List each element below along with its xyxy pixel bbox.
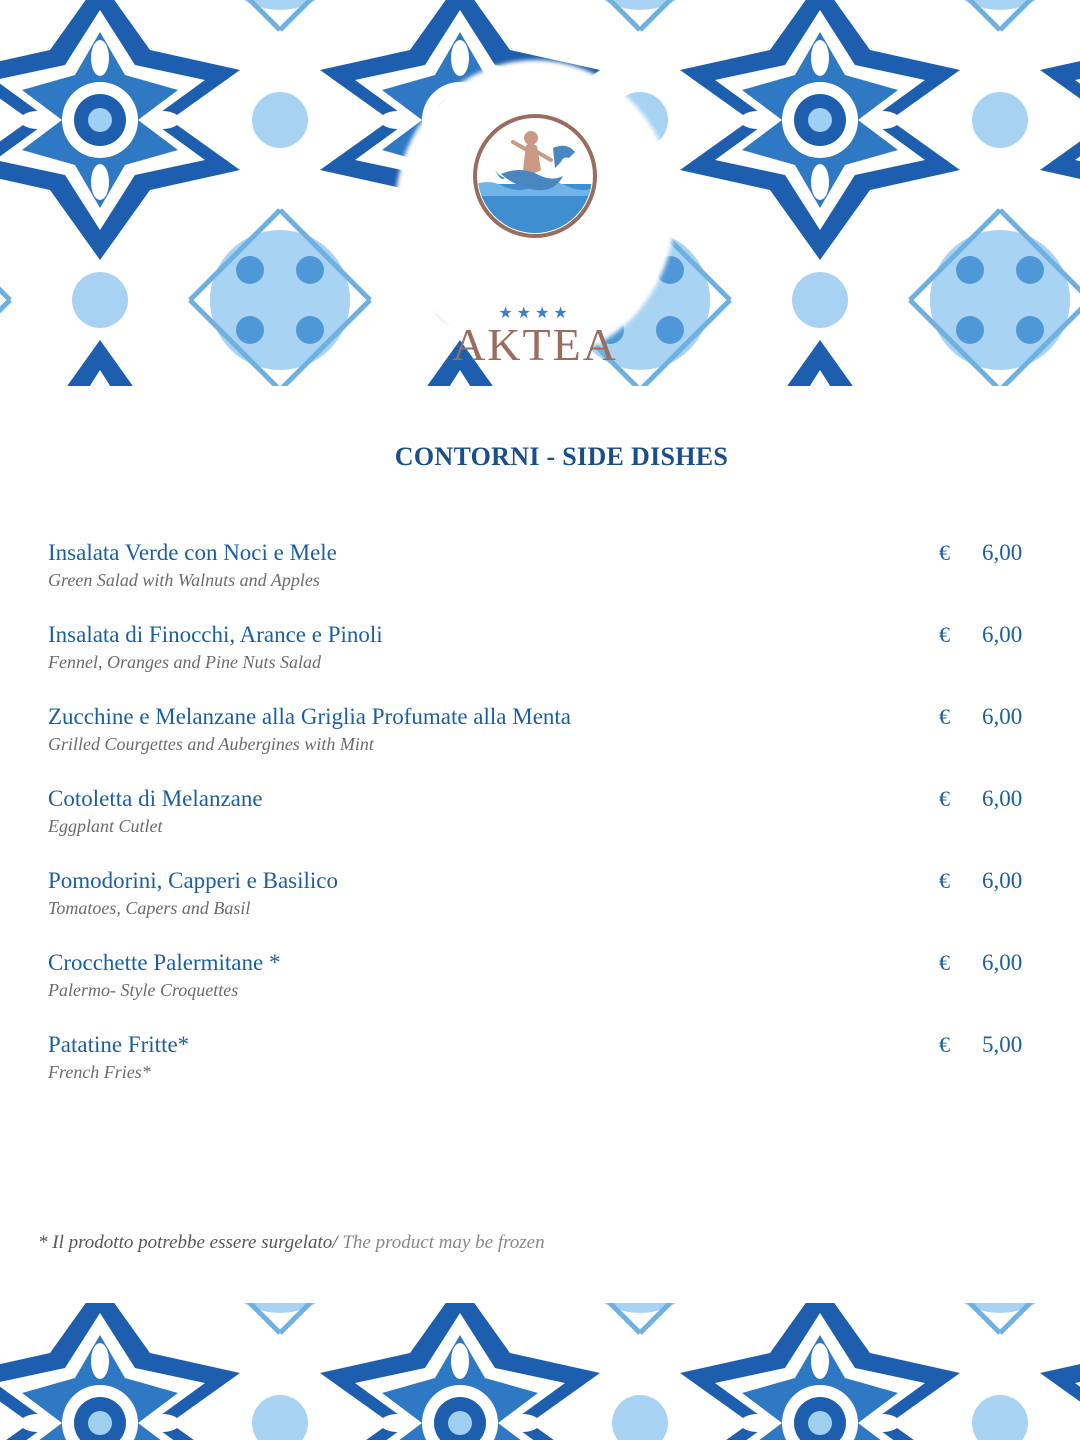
item-translation: French Fries* xyxy=(48,1062,151,1082)
item-name: Crocchette Palermitane * xyxy=(48,950,281,975)
item-name: Patatine Fritte* xyxy=(48,1032,190,1057)
item-currency: € xyxy=(939,1032,950,1057)
item-price: 5,00 xyxy=(982,1032,1023,1057)
menu-item xyxy=(48,868,1038,950)
menu-item xyxy=(48,704,1038,786)
menu-list xyxy=(48,540,1038,1114)
item-price: 6,00 xyxy=(982,540,1023,565)
item-translation: Fennel, Oranges and Pine Nuts Salad xyxy=(48,652,321,672)
section-title: CONTORNI - SIDE DISHES xyxy=(394,442,729,471)
mermaid-emblem-icon xyxy=(471,112,599,240)
item-name: Insalata di Finocchi, Arance e Pinoli xyxy=(48,622,383,647)
item-name: Zucchine e Melanzane alla Griglia Profumate alla Menta xyxy=(48,704,572,729)
item-translation: Eggplant Cutlet xyxy=(48,816,163,836)
majolica-tile-pattern xyxy=(0,1303,1080,1440)
footnote-italian: * Il prodotto potrebbe essere surgelato/ xyxy=(38,1232,338,1253)
item-translation: Green Salad with Walnuts and Apples xyxy=(48,570,320,590)
menu-item xyxy=(48,786,1038,868)
frozen-product-footnote xyxy=(38,1232,545,1254)
item-translation: Grilled Courgettes and Aubergines with Mint xyxy=(48,734,374,754)
item-price: 6,00 xyxy=(982,950,1023,975)
bottom-tile-border xyxy=(0,1303,1080,1440)
item-currency: € xyxy=(939,704,950,729)
menu-item xyxy=(48,622,1038,704)
item-name: Cotoletta di Melanzane xyxy=(48,786,263,811)
item-price: 6,00 xyxy=(982,622,1023,647)
item-price: 6,00 xyxy=(982,786,1023,811)
item-translation: Tomatoes, Capers and Basil xyxy=(48,898,251,918)
hotel-name: AKTEA xyxy=(452,319,618,370)
item-price: 6,00 xyxy=(982,704,1023,729)
item-currency: € xyxy=(939,540,950,565)
hotel-logo xyxy=(395,60,675,370)
item-name: Insalata Verde con Noci e Mele xyxy=(48,540,337,565)
item-currency: € xyxy=(939,786,950,811)
hotel-rating-stars: ★★★★ xyxy=(498,305,572,322)
item-currency: € xyxy=(939,622,950,647)
item-currency: € xyxy=(939,950,950,975)
item-currency: € xyxy=(939,868,950,893)
menu-item xyxy=(48,1032,1038,1114)
item-translation: Palermo- Style Croquettes xyxy=(48,980,239,1000)
menu-item xyxy=(48,540,1038,622)
footnote-english: The product may be frozen xyxy=(337,1232,545,1253)
item-name: Pomodorini, Capperi e Basilico xyxy=(48,868,339,893)
item-price: 6,00 xyxy=(982,868,1023,893)
menu-item xyxy=(48,950,1038,1032)
